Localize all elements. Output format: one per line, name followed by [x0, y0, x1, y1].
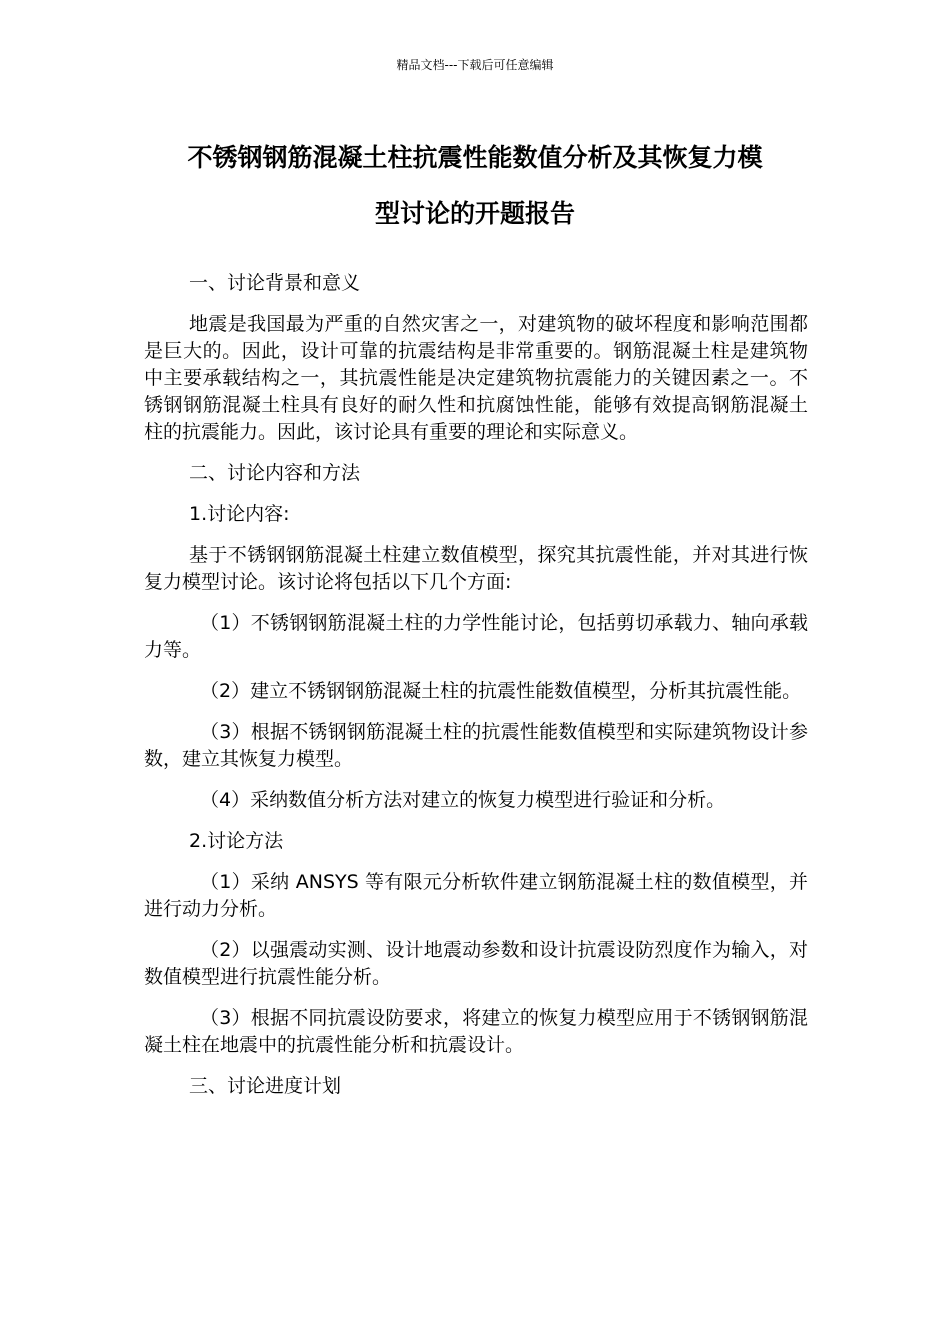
document-title: [140, 130, 810, 242]
method-item: （1）采纳 ANSYS 等有限元分析软件建立钢筋混凝土柱的数值模型，并进行动力分析。: [144, 871, 808, 920]
background-paragraph: 地震是我国最为严重的自然灾害之一，对建筑物的破坏程度和影响范围都是巨大的。因此，设计可靠的抗震结构是非常重要的。钢筋混凝土柱是建筑物中主要承载结构之一，其抗震性能是决定建筑物抗震能力的关键因素之一。不锈钢钢筋混凝土柱具有良好的耐久性和抗腐蚀性能，能够有效提高钢筋混凝土柱的抗震能力。因此，该讨论具有重要的理论和实际意义。: [144, 313, 808, 443]
method-item: （3）根据不同抗震设防要求，将建立的恢复力模型应用于不锈钢钢筋混凝土柱在地震中的抗震性能分析和抗震设计。: [144, 1007, 808, 1056]
section-heading-content-method: 二、讨论内容和方法: [189, 462, 361, 484]
content-item: （1）不锈钢钢筋混凝土柱的力学性能讨论，包括剪切承载力、轴向承载力等。: [144, 612, 808, 661]
title-line-1: 不锈钢钢筋混凝土柱抗震性能数值分析及其恢复力模: [187, 143, 763, 172]
content-item: （3）根据不锈钢钢筋混凝土柱的抗震性能数值模型和实际建筑物设计参数，建立其恢复力模型。: [144, 721, 808, 770]
title-line-2: 型讨论的开题报告: [374, 199, 575, 228]
section-heading-background: 一、讨论背景和意义: [189, 272, 361, 294]
content-item: （4）采纳数值分析方法对建立的恢复力模型进行验证和分析。: [200, 789, 726, 811]
subheading-research-content: 1.讨论内容:: [189, 503, 290, 525]
section-heading-schedule: 三、讨论进度计划: [189, 1075, 342, 1097]
subheading-research-method: 2.讨论方法: [189, 830, 284, 852]
content-item: （2）建立不锈钢钢筋混凝土柱的抗震性能数值模型，分析其抗震性能。: [200, 680, 802, 702]
document-body: [144, 270, 808, 1114]
page-header: 精品文档---下载后可任意编辑: [396, 58, 554, 72]
method-item: （2）以强震动实测、设计地震动参数和设计抗震设防烈度作为输入，对数值模型进行抗震性能分析。: [144, 939, 808, 988]
research-content-intro: 基于不锈钢钢筋混凝土柱建立数值模型，探究其抗震性能，并对其进行恢复力模型讨论。该讨论将包括以下几个方面:: [144, 544, 808, 593]
